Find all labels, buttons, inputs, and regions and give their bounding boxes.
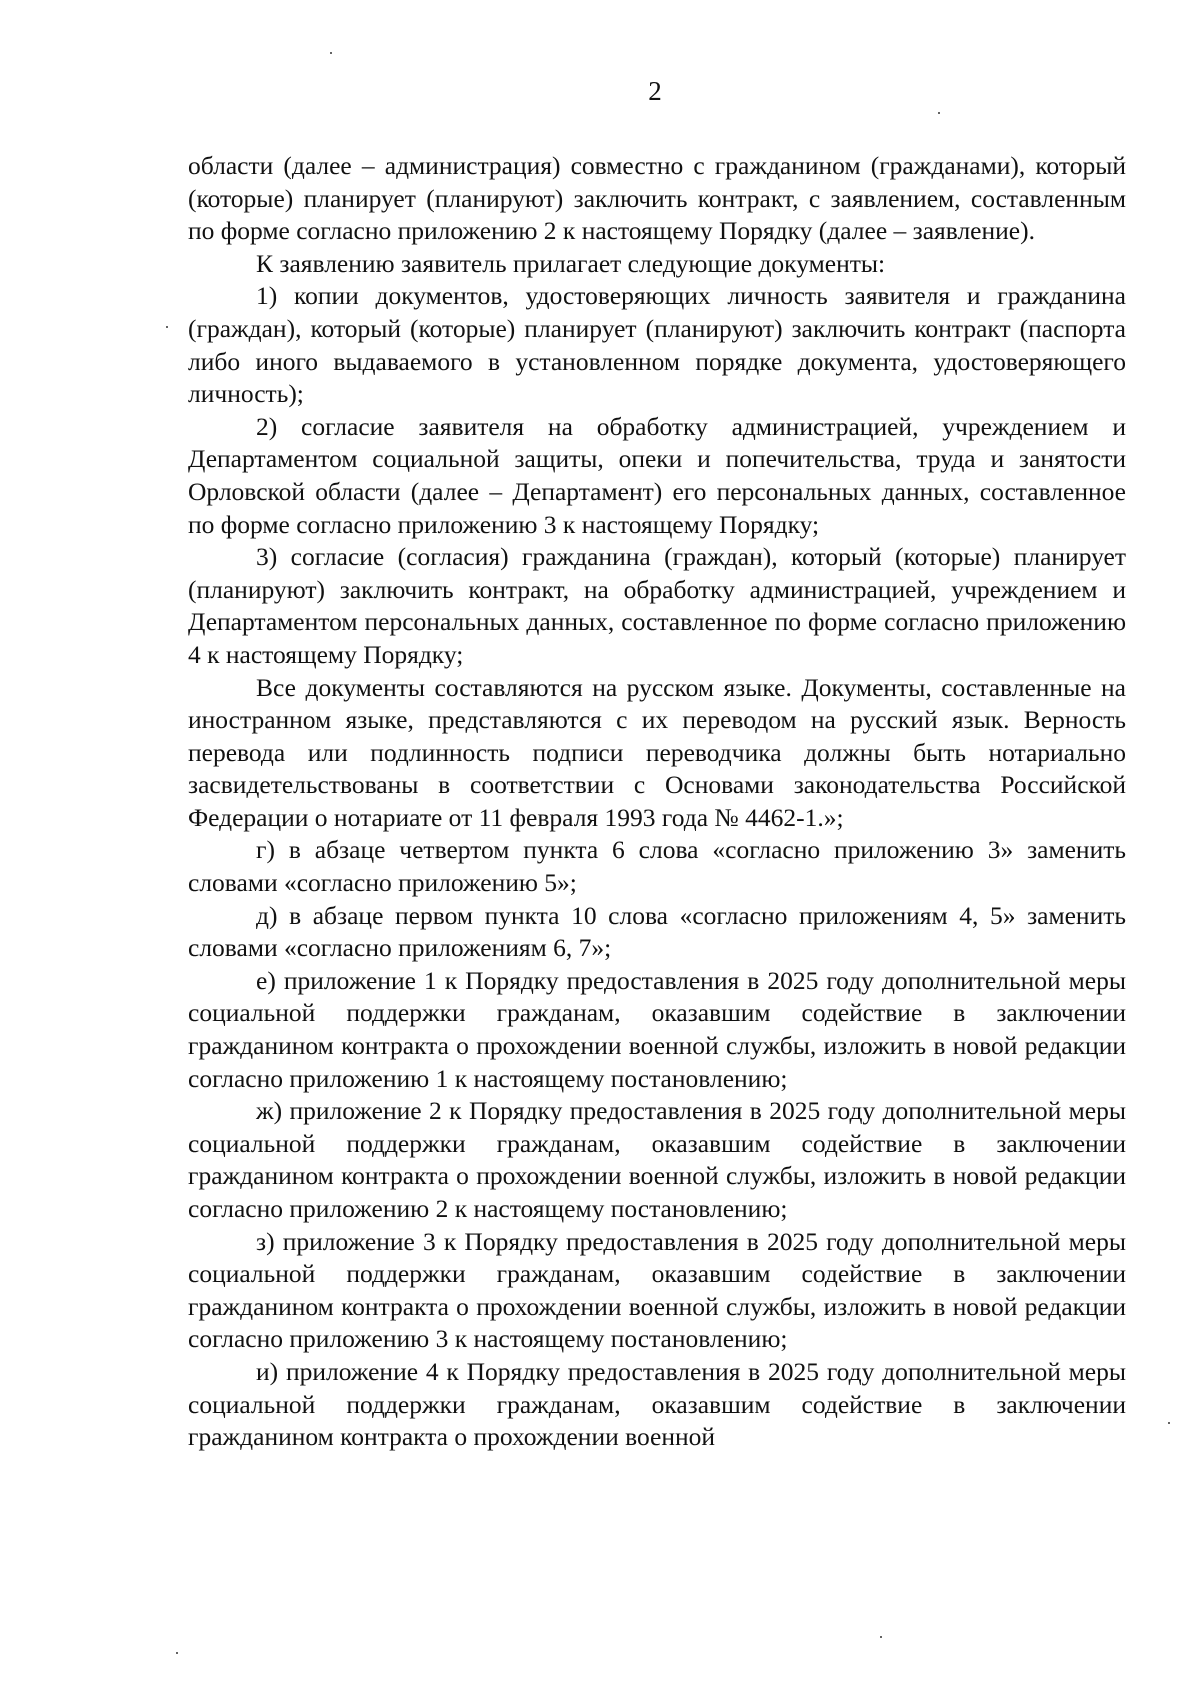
paragraph-item-d: д) в абзаце первом пункта 10 слова «согласно приложениям 4, 5» заменить словами «согласно приложениям 6, 7»; — [188, 900, 1126, 963]
paragraph-continuation: области (далее – администрация) совместно с гражданином (гражданами), который (которые) планирует (планируют) заключить контракт, с заявлением, составленным по форме согласно приложению 2 к настоящему Порядку (далее – заявление). — [188, 151, 1126, 246]
scan-speck — [330, 52, 332, 54]
page-number: 2 — [648, 76, 662, 106]
scan-speck — [1168, 1422, 1170, 1424]
paragraph-language: Все документы составляются на русском языке. Документы, составленные на иностранном языке, представляются с их переводом на русский язык. Верность перевода или подлинность подписи переводчика должны быть нотариально засвидетельствованы в соответствии с Основами законодательства Российской Федерации о нотариате от 11 февраля 1993 года № 4462-1.»; — [188, 672, 1126, 832]
paragraph-item-g: г) в абзаце четвертом пункта 6 слова «согласно приложению 3» заменить словами «согласно приложению 5»; — [188, 835, 1126, 898]
paragraph-item-3: 3) согласие (согласия) гражданина (граждан), который (которые) планирует (планируют) заключить контракт, на обработку администрацией, учреждением и Департаментом персональных данных, составленное по форме согласно приложению 4 к настоящему Порядку; — [188, 542, 1126, 669]
paragraph-attachments-intro: К заявлению заявитель прилагает следующие документы: — [256, 248, 886, 278]
paragraph-item-zh: ж) приложение 2 к Порядку предоставления в 2025 году дополнительной меры социальной поддержки гражданам, оказавшим содействие в заключении гражданином контракта о прохождении военной службы, изложить в новой редакции согласно приложению 2 к настоящему постановлению; — [188, 1096, 1126, 1223]
document-body — [188, 150, 1126, 1454]
scan-speck — [176, 1652, 178, 1654]
scan-speck — [938, 112, 940, 114]
paragraph-item-1: 1) копии документов, удостоверяющих личность заявителя и гражданина (граждан), который (которые) планирует (планируют) заключить контракт (паспорта либо иного выдаваемого в установленном порядке документа, удостоверяющего личность); — [188, 281, 1126, 409]
scan-speck — [166, 326, 168, 328]
paragraph-item-e: е) приложение 1 к Порядку предоставления в 2025 году дополнительной меры социальной поддержки гражданам, оказавшим содействие в заключении гражданином контракта о прохождении военной службы, изложить в новой редакции согласно приложению 1 к настоящему постановлению; — [188, 965, 1126, 1093]
paragraph-item-2: 2) согласие заявителя на обработку администрацией, учреждением и Департаментом социальной защиты, опеки и попечительства, труда и занятости Орловской области (далее – Департамент) его персональных данных, составленное по форме согласно приложению 3 к настоящему Порядку; — [188, 411, 1126, 539]
paragraph-item-z: з) приложение 3 к Порядку предоставления в 2025 году дополнительной меры социальной поддержки гражданам, оказавшим содействие в заключении гражданином контракта о прохождении военной службы, изложить в новой редакции согласно приложению 3 к настоящему постановлению; — [188, 1226, 1126, 1354]
paragraph-item-i: и) приложение 4 к Порядку предоставления в 2025 году дополнительной меры социальной поддержки гражданам, оказавшим содействие в заключении гражданином контракта о прохождении военной — [188, 1356, 1126, 1452]
scan-speck — [880, 1636, 882, 1638]
